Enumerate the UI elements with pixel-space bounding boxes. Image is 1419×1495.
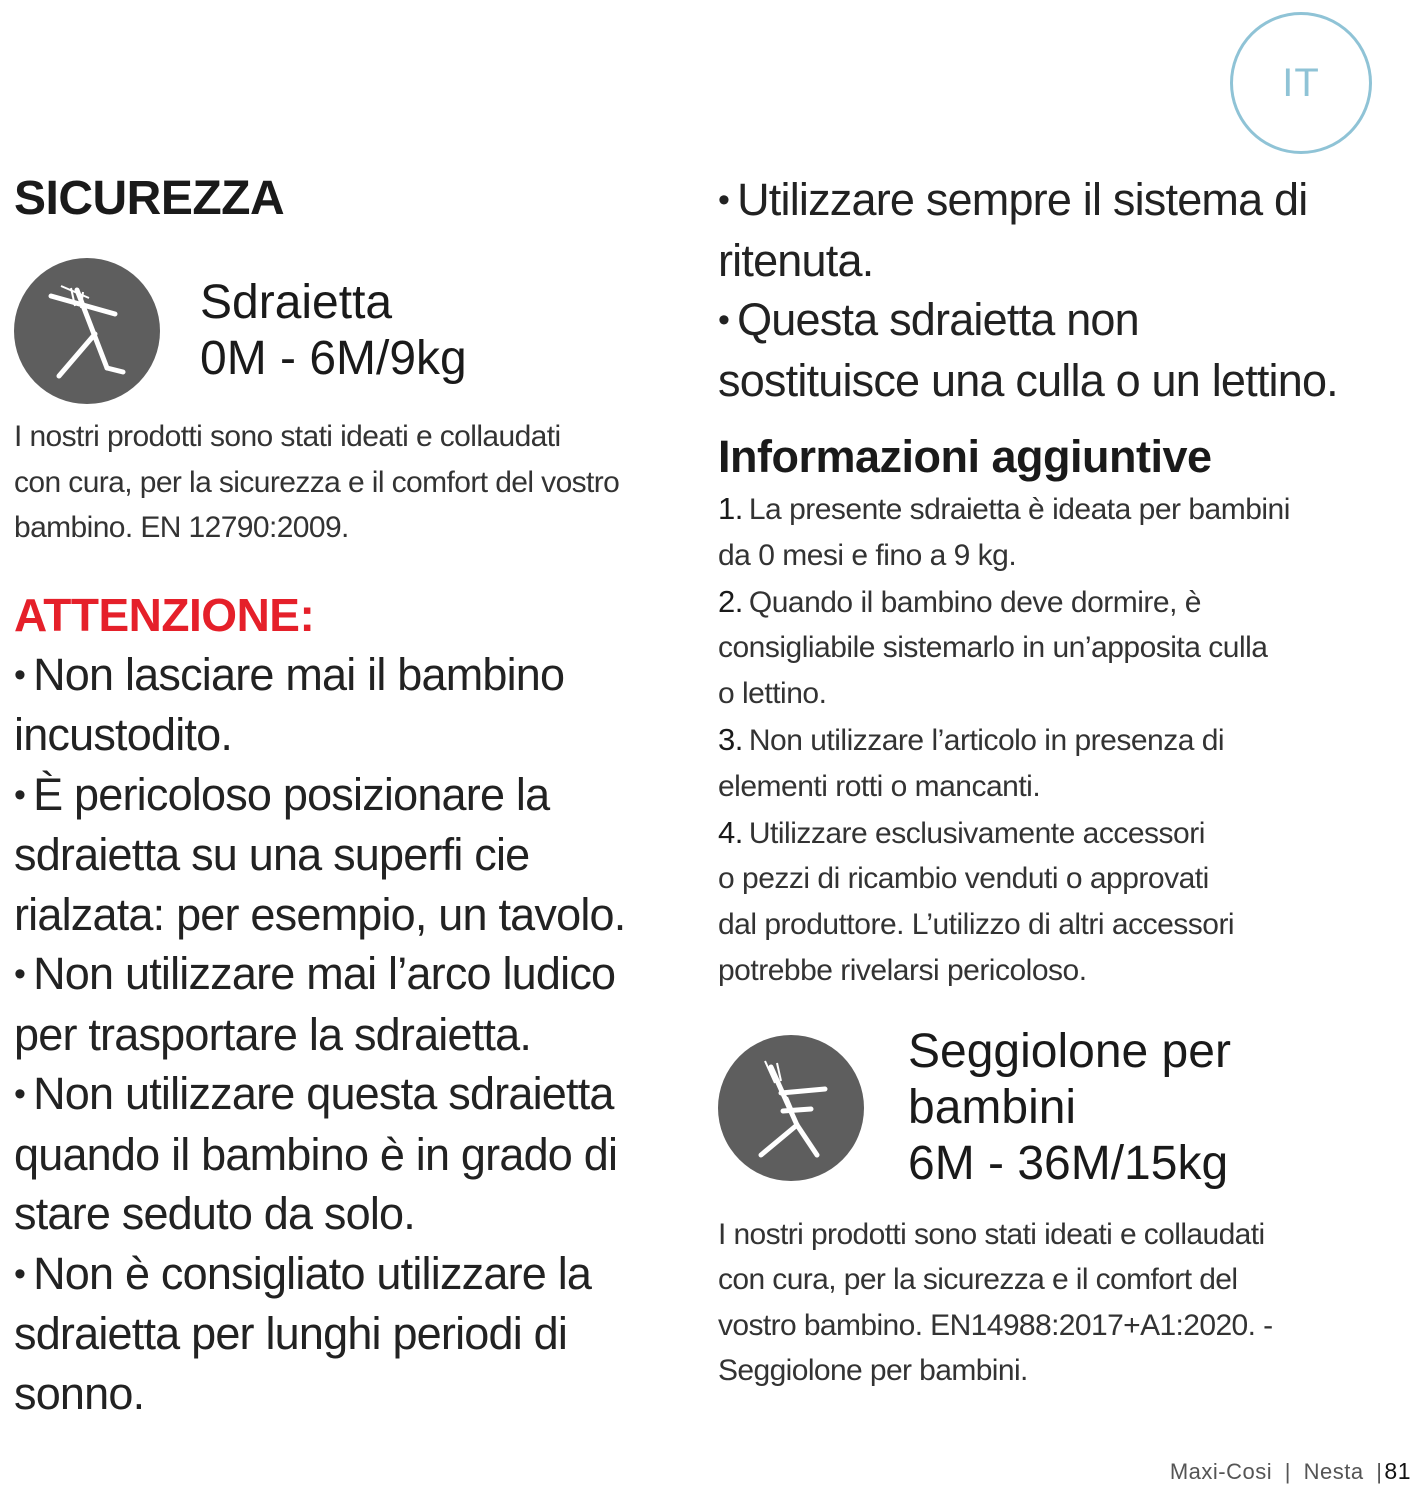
footer-product: Nesta: [1303, 1459, 1364, 1484]
intro-line: Seggiolone per bambini.: [718, 1354, 1028, 1388]
footer-separator: |: [1284, 1459, 1291, 1484]
bullet-icon: •: [14, 1075, 26, 1113]
info-list: [718, 486, 1408, 994]
product-title-line2: 6M - 36M/15kg: [908, 1136, 1229, 1190]
language-badge-label: IT: [1282, 60, 1320, 105]
baby-bouncer-icon: [14, 258, 160, 404]
warning-item: • Questa sdraietta non sostituisce una culla o un lettino.: [718, 294, 1338, 406]
warning-item: • Non è consigliato utilizzare la sdraietta per lunghi periodi di sonno.: [14, 1247, 592, 1419]
page-footer: [1170, 1458, 1411, 1485]
info-item: 2. Quando il bambino deve dormire, è consigliabile sistemarlo in un’apposita culla o lettino.: [718, 583, 1268, 711]
intro-line: bambino. EN 12790:2009.: [14, 511, 349, 544]
bullet-icon: •: [14, 655, 26, 694]
product-title-line1: Sdraietta: [200, 276, 393, 329]
right-column: [718, 170, 1408, 1394]
section-title: SICUREZZA: [14, 172, 285, 225]
bullet-icon: •: [718, 301, 730, 339]
intro-line: con cura, per la sicurezza e il comfort del vostro: [14, 465, 620, 499]
page-number: 81: [1384, 1458, 1411, 1484]
left-column: [14, 168, 674, 1423]
warning-list-continued: [718, 170, 1408, 410]
info-item: 4. Utilizzare esclusivamente accessori o pezzi di ricambio venduti o approvati dal produttore. L’utilizzo di altri accessori potrebbe rivelarsi pericoloso.: [718, 814, 1235, 987]
intro-line: I nostri prodotti sono stati ideati e collaudati: [718, 1217, 1265, 1251]
product-title-line2: 0M - 6M/9kg: [200, 332, 467, 385]
language-badge: [1230, 12, 1372, 154]
warning-item: • Non utilizzare questa sdraietta quando il bambino è in grado di stare seduto da solo.: [14, 1068, 618, 1239]
product-header-highchair: [718, 1024, 1408, 1192]
info-item: 1. La presente sdraietta è ideata per bambini da 0 mesi e fino a 9 kg.: [718, 491, 1290, 572]
bullet-icon: •: [14, 1254, 26, 1293]
warning-list: [14, 645, 674, 1424]
warning-title: ATTENZIONE:: [14, 588, 315, 641]
product-intro: [14, 414, 674, 551]
info-title: Informazioni aggiuntive: [718, 431, 1212, 482]
bullet-icon: •: [14, 955, 26, 993]
warning-item: • Non utilizzare mai l’arco ludico per trasportare la sdraietta.: [14, 948, 616, 1060]
warning-item: • Utilizzare sempre il sistema di ritenuta.: [718, 174, 1308, 286]
product-title-line1: Seggiolone per bambini: [908, 1024, 1231, 1134]
product-header-bouncer: [14, 258, 674, 404]
bullet-icon: •: [718, 181, 730, 219]
product-intro: [718, 1212, 1408, 1394]
intro-line: vostro bambino. EN14988:2017+A1:2020. -: [718, 1308, 1273, 1342]
intro-line: I nostri prodotti sono stati ideati e collaudati: [14, 420, 561, 453]
intro-line: con cura, per la sicurezza e il comfort del: [718, 1263, 1238, 1297]
high-chair-icon: [718, 1035, 864, 1181]
footer-page-separator: |: [1376, 1459, 1383, 1484]
info-item: 3. Non utilizzare l’articolo in presenza di elementi rotti o mancanti.: [718, 721, 1225, 803]
footer-brand: Maxi-Cosi: [1169, 1459, 1273, 1484]
bullet-icon: •: [14, 775, 26, 814]
warning-item: • Non lasciare mai il bambino incustodito.: [14, 648, 565, 760]
warning-item: • È pericoloso posizionare la sdraietta su una superfi cie rialzata: per esempio, un tavolo.: [14, 768, 626, 940]
